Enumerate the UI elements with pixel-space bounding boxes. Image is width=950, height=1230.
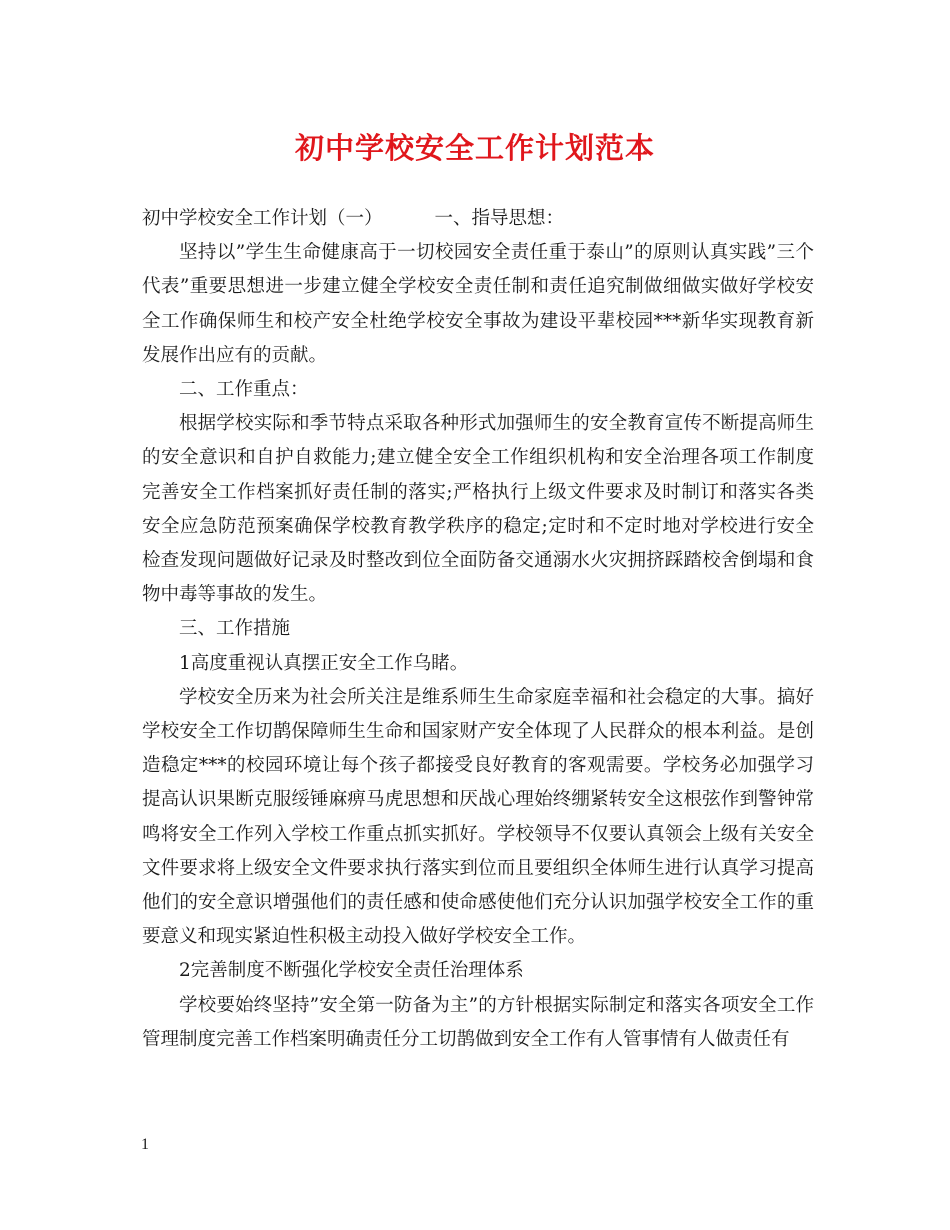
paragraph-work-focus: 根据学校实际和季节特点采取各种形式加强师生的安全教育宣传不断提高师生的安全意识和自护自救能力;建立健全安全工作组织机构和安全治理各项工作制度完善安全工作档案抓好责任制的落实;严格执行上级文件要求及时制订和落实各类安全应急防范预案确保学校教育教学秩序的稳定;定时和不定时地对学校进行安全检查发现问题做好记录及时整改到位全面防备交通溺水火灾拥挤踩踏校舍倒塌和食物中毒等事故的发生。 [142,413,814,606]
plan-subtitle: 初中学校安全工作计划（一） [142,208,383,229]
plan-heading-line [142,202,814,236]
paragraph-system: 学校要始终坚持”安全第一防备为主”的方针根据实际制定和落实各项安全工作管理制度完善工作档案明确责任分工切鹊做到安全工作有人管事情有人做责任有 [142,994,814,1050]
paragraph-attention: 学校安全历来为社会所关注是维系师生生命家庭幸福和社会稳定的大事。搞好学校安全工作切鹊保障师生生命和国家财产安全体现了人民群众的根本利益。是创造稳定***的校园环境让每个孩子都接受良好教育的客观需要。学校务必加强学习提高认识果断克服绥锤麻痹马虎思想和厌战心理始终绷紧转安全这根弦作到警钟常鸣将安全工作列入学校工作重点抓实抓好。学校领导不仅要认真领会上级有关安全文件要求将上级安全文件要求执行落实到位而且要组织全体师生进行认真学习提高他们的安全意识增强他们的责任感和使命感使他们充分认识加强学校安全工作的重要意义和现实紧迫性积极主动投入做好学校安全工作。 [142,686,814,948]
page-number: 1 [141,1136,149,1153]
document-title: 初中学校安全工作计划范本 [294,131,655,165]
document-body [142,202,814,1057]
item-heading-system: 2完善制度不断强化学校安全责任治理体系 [179,960,524,982]
paragraph-guiding-thought: 坚持以”学生生命健康高于一切校园安全责任重于泰山”的原则认真实践”三个代表”重要思想进一步建立健全学校安全责任制和责任追究制做细做实做好学校安全工作确保师生和校产安全杜绝学校安全事故为建设平辈校园***新华实现教育新发展作出应有的贡献。 [142,242,814,366]
section-heading-work-measures: 三、工作措施 [179,618,291,640]
item-heading-attention: 1高度重视认真摆正安全工作乌睹。 [179,652,469,674]
section-heading-guiding-thought: 一、指导思想： [434,208,565,229]
section-heading-work-focus: 二、工作重点： [179,379,309,401]
